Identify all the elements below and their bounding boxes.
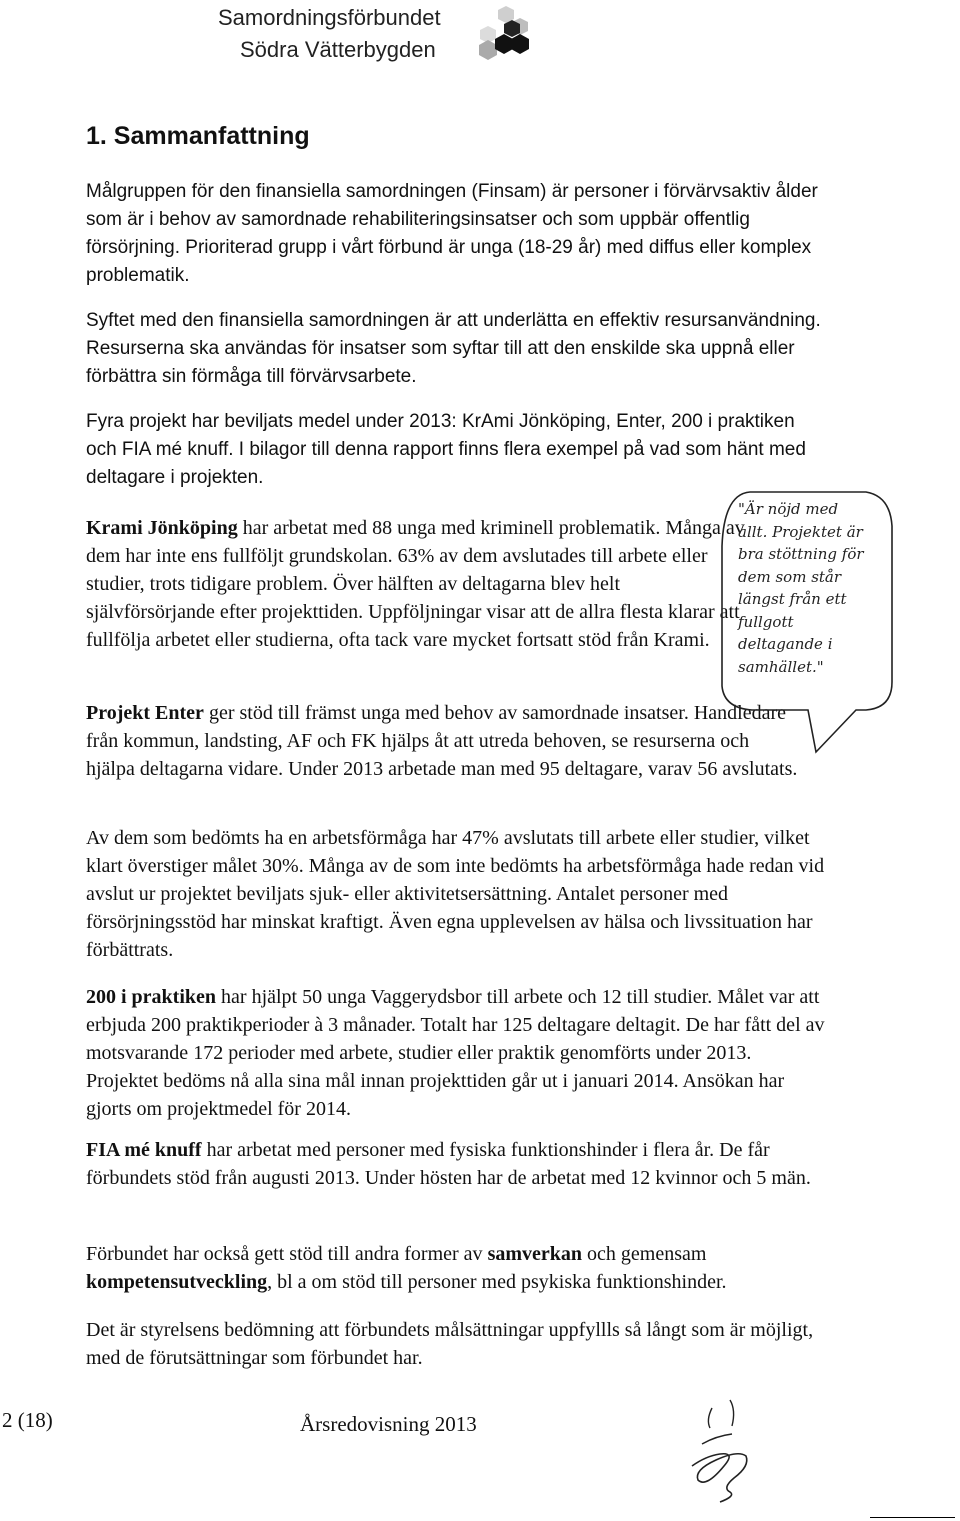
quote-line: "Är nöjd med — [738, 500, 839, 518]
praktiken-heading: 200 i praktiken — [86, 986, 217, 1008]
paragraph-collaboration: Förbundet har också gett stöd till andra former av samverkan och gemensam kompetensutveckling, bl a om stöd till personer med psykiska funktionshinder. — [86, 1243, 727, 1293]
paragraph-fia — [86, 1136, 826, 1192]
enter-text: ger stöd till främst unga med behov av samordnade insatser. Handledare från kommun, landsting, AF och FK hjälps åt att utreda behoven, se resurserna och hjälpa deltagarna vidare. Under 2013 arbetade man med 95 deltagare, varav 56 avslutats. — [86, 702, 798, 780]
document-title: Årsredovisning 2013 — [300, 1412, 477, 1436]
krami-heading: Krami Jönköping — [86, 517, 238, 539]
paragraph-target-group: Målgruppen för den finansiella samordningen (Finsam) är personer i förvärvsaktiv ålder som är i behov av samordnade rehabiliteringsinsatser och som uppbär offentlig försörjning. Prioriterad grupp i vårt förbund är unga (18-29 år) med diffus eller komplex problematik. — [86, 181, 818, 286]
paragraph-enter-results: Av dem som bedömts ha en arbetsförmåga har 47% avslutats till arbete eller studier, vilket klart överstiger målet 30%. Många av de som inte bedömts ha arbetsförmåga hade redan vid avslut ur projektet beviljats sjuk- eller aktivitetsersättning. Antalet personer med försörjningsstöd har minskat kraftigt. Även egna upplevelsen av hälsa och livssituation har förbättrats. — [86, 827, 825, 961]
org-name-line2: Södra Vätterbygden — [240, 37, 436, 62]
kompetensutveckling-bold: kompetensutveckling — [86, 1271, 268, 1293]
footer-rule — [870, 1517, 955, 1518]
org-name-line1: Samordningsförbundet — [218, 5, 441, 30]
fia-text: har arbetat med personer med fysiska funktionshinder i flera år. De får förbundets stöd från augusti 2013. Under hösten har de arbetat med 12 kvinnor och 5 män. — [86, 1139, 811, 1189]
praktiken-text: har hjälpt 50 unga Vaggerydsbor till arbete och 12 till studier. Målet var att erbjuda 200 praktikperioder à 3 månader. Totalt har 125 deltagare deltagit. De har fått del av motsvarande 172 perioder med arbete, studier eller praktik genomförts under 2013. Projektet bedöms nå alla sina mål innan projekttiden går ut i januari 2014. Ansökan har gjorts om projektmedel för 2014. — [86, 986, 825, 1120]
quote-line: bra stöttning för — [738, 545, 864, 563]
paragraph-projects-overview: Fyra projekt har beviljats medel under 2013: KrAmi Jönköping, Enter, 200 i praktiken och FIA mé knuff. I bilagor till denna rapport finns flera exempel på vad som hänt med deltagare i projekten. — [86, 411, 806, 488]
samverkan-bold: samverkan — [487, 1243, 583, 1265]
paragraph-200-i-praktiken — [86, 983, 826, 1123]
paragraph-enter — [86, 699, 798, 783]
quote-line: längst från ett — [738, 590, 847, 608]
quote-bubble — [738, 498, 878, 678]
page-number: 2 (18) — [2, 1408, 53, 1432]
quote-line: allt. Projektet är — [738, 522, 863, 541]
paragraph-krami — [86, 514, 746, 654]
quote-line: fullgott — [738, 612, 794, 631]
paragraph-purpose: Syftet med den finansiella samordningen är att underlätta en effektiv resursanvändning. Resurserna ska användas för insatser som syftar till att den enskilde ska uppnå eller förbättra sin förmåga till förvärvsarbete. — [86, 310, 821, 387]
organization-name — [218, 2, 441, 66]
enter-heading: Projekt Enter — [86, 702, 204, 724]
krami-text: har arbetat med 88 unga med kriminell problematik. Många av dem har inte ens fullföljt grundskolan. 63% av dem avslutades till arbete eller studier, trots tidigare problem. Över hälften av deltagarna blev helt självförsörjande efter projekttiden. Uppföljningar visar att de allra flesta klarar att fullfölja arbetet eller studierna, ofta tack vare mycket fortsatt stöd från Krami. — [86, 517, 745, 651]
quote-line: deltagande i — [738, 635, 833, 653]
hexagon-cluster-logo-icon — [468, 4, 530, 60]
fia-heading: FIA mé knuff — [86, 1139, 202, 1161]
quote-line: samhället." — [738, 657, 824, 676]
paragraph-board-assessment: Det är styrelsens bedömning att förbundets målsättningar uppfyllls så långt som är möjligt, med de förutsättningar som förbundet har. — [86, 1319, 814, 1369]
quote-line: dem som står — [738, 567, 842, 586]
handwritten-signature-icon — [676, 1396, 766, 1506]
section-heading: 1. Sammanfattning — [86, 122, 310, 150]
